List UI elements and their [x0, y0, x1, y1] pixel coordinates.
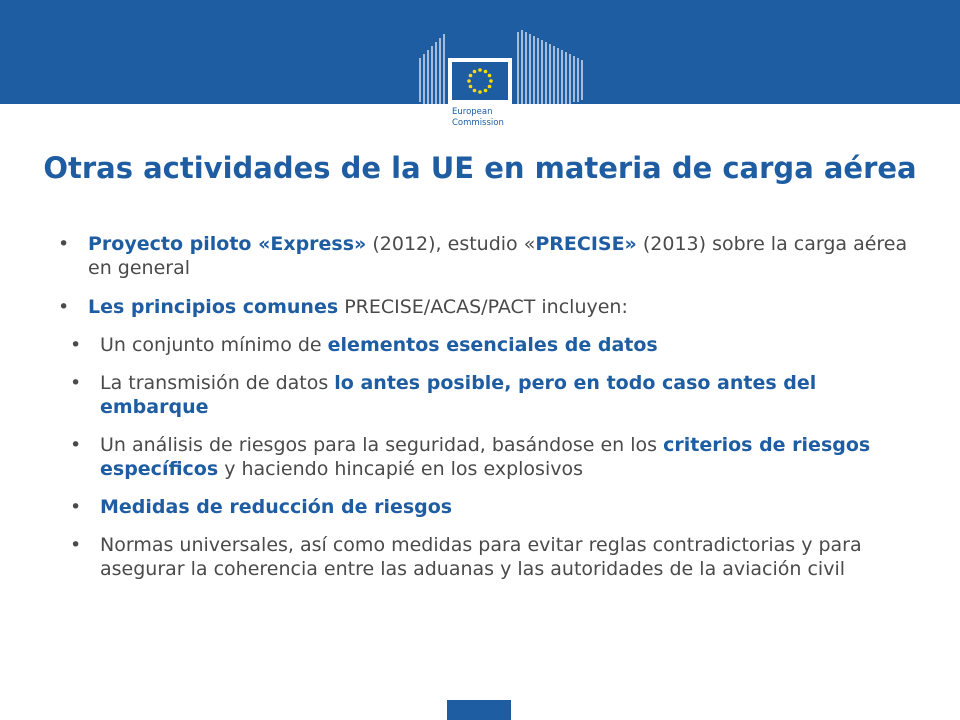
sub-1-part-1: Un conjunto mínimo de	[100, 334, 328, 356]
sub-bullet-item-5	[70, 533, 908, 581]
sub-bullet-item-1	[70, 333, 908, 357]
bullet-1-part-3: PRECISE»	[535, 233, 637, 255]
sub-3-part-2: criterios de riesgos específicos	[100, 434, 871, 480]
commission-building-icon	[414, 28, 602, 136]
main-bullet-list	[58, 232, 908, 581]
sub-5-part-1: Normas universales, así como medidas para evitar reglas contradictorias y para asegurar la coherencia entre las aduanas y las autoridades de la aviación civil	[100, 534, 862, 580]
sub-bullet-list	[100, 333, 908, 581]
sub-bullet-item-4	[70, 495, 908, 519]
european-commission-logo	[414, 28, 602, 136]
bullet-1-part-2: (2012), estudio «	[366, 233, 536, 255]
sub-2-part-2: lo antes posible, pero en todo caso antes del embarque	[100, 372, 817, 418]
sub-bullet-item-2	[70, 371, 908, 419]
logo-text-line1: European	[452, 107, 493, 117]
sub-3-part-3: y haciendo hincapié en los explosivos	[218, 458, 584, 480]
bullet-2-line	[58, 295, 908, 319]
sub-3-part-1: Un análisis de riesgos para la seguridad, basándose en los	[100, 434, 664, 456]
bullet-1-part-1: Proyecto piloto «Express»	[88, 233, 367, 255]
bullet-1-part-4: (2013) sobre la carga aérea en general	[88, 233, 908, 279]
sub-2-part-1: La transmisión de datos	[100, 372, 335, 394]
slide-title: Otras actividades de la UE en materia de carga aérea	[43, 151, 917, 185]
slide-body	[58, 232, 908, 596]
sub-bullet-item-3	[70, 433, 908, 481]
bullet-item-2	[58, 295, 908, 581]
footer-tab	[447, 700, 511, 720]
sub-1-part-2: elementos esenciales de datos	[327, 334, 658, 356]
bullet-2-part-2: PRECISE/ACAS/PACT incluyen:	[338, 296, 628, 318]
bullet-2-part-1: Les principios comunes	[88, 296, 339, 318]
logo-text-line2: Commission	[452, 118, 504, 128]
bullet-item-1	[58, 232, 908, 280]
sub-4-part-1: Medidas de reducción de riesgos	[100, 496, 453, 518]
